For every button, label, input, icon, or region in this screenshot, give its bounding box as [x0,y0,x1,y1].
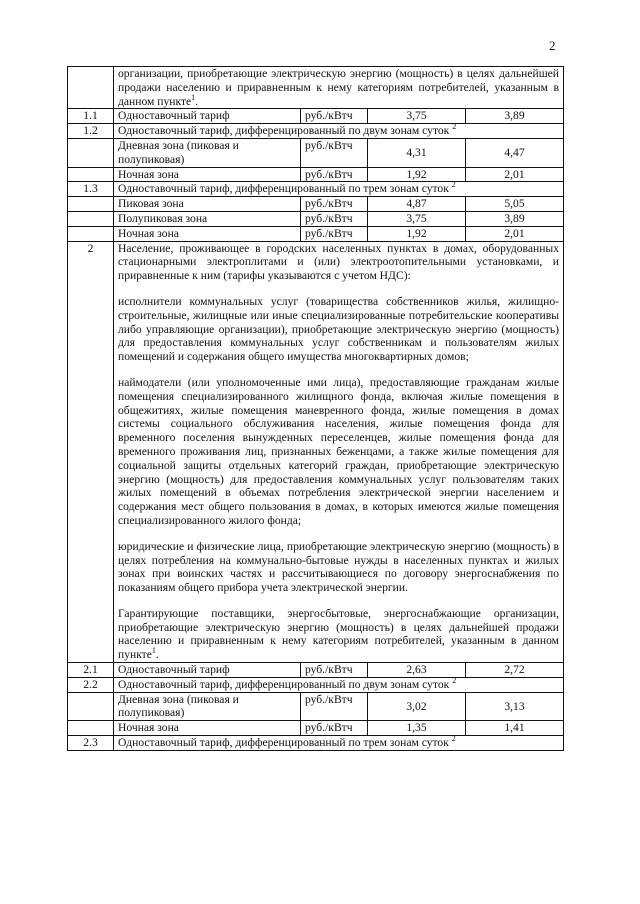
category-paragraph: исполнители коммунальных услуг (товарищества собственников жилья, жилищно-строительные, жилищные или иные специализированные потребительские кооперативы либо управляющие организации), приобретающие электрическую энергию (мощность) для предоставления коммунальных услуг собственникам и пользователям жилых помещений и содержания общего имущества многоквартирных домов; [118,294,559,364]
value-h2: 3,89 [466,109,564,124]
footnote-mark: 2 [451,180,456,190]
row-label: Одноставочный тариф, дифференцированный по трем зонам суток [118,182,449,196]
unit-cell: руб./кВтч [301,226,368,241]
table-row: 2 Население, проживающее в городских населенных пунктах в домах, оборудованных стационарными электроплитами и (или) электроотопительными установками, и приравненные к ним (тарифы указываются с учетом НДС): исполнители коммунальных услуг (товарищества собственников жилья, жилищно-строительные, жилищные или иные специализированные потребительские кооперативы либо управляющие организации), приобретающие электрическую энергию (мощность) для предоставления коммунальных услуг собственникам и пользователям жилых помещений и содержания общего имущества многоквартирных домов; наймодатели (или уполномоченные ими лица), предоставляющие гражданам жилые помещения специализированного жилищного фонда, включая жилые помещения в общежитиях, жилые помещения маневренного фонда, жилые помещения в домах системы социального обслуживания населения, жилые помещения фонда для временного поселения вынужденных переселенцев, жилые помещения фонда для временного проживания лиц, признанных беженцами, а также жилые помещения для социальной защиты отдельных категорий граждан, приобретающие электрическую энергию (мощность) для предоставления коммунальных услуг пользователям таких жилых помещений в объемах потребления электрической энергии населением и содержания мест общего пользования в домах, в которых имеются жилые помещения специализированного жилого фонда; юридические и физические лица, приобретающие электрическую энергию (мощность) в целях потребления на коммунально-бытовые нужды в населенных пунктах и жилых зонах при воинских частях и рассчитывающиеся по договору энергоснабжения по показаниям общего прибора учета электрической энергии. Гарантирующие поставщики, энергосбытовые, энергоснабжающие организации, приобретающие электрическую энергию (мощность) в целях дальнейшей продажи населению и приравненным к нему категориям потребителей, указанным в данном пункте$^1$. [68,241,564,663]
value-h1: 1,35 [368,721,466,736]
table-row [68,109,564,124]
category-paragraph: Население, проживающее в городских населенных пунктах в домах, оборудованных стационарными электроплитами и (или) электроотопительными установками, и приравненные к ним (тарифы указываются с учетом НДС): [118,241,559,283]
value-h1: 4,87 [368,197,466,212]
row-number: 1.1 [68,109,114,124]
row-label: Одноставочный тариф [114,663,301,678]
page-number: 2 [549,38,556,53]
row-label: Одноставочный тариф, дифференцированный по трем зонам суток [118,736,449,750]
category-paragraph: Гарантирующие поставщики, энергосбытовые, энергоснабжающие организации, приобретающие электрическую энергию (мощность) в целях дальнейшей продажи населению и приравненным к нему категориям потребителей, указанным в данном пункте [118,606,559,662]
value-h2: 5,05 [466,197,564,212]
table-row [68,167,564,182]
unit-cell: руб./кВтч [301,663,368,678]
table-row [68,736,564,751]
value-h1: 4,31 [368,138,466,167]
footnote-mark: 1 [151,646,156,656]
row-number: 2.1 [68,663,114,678]
zone-label: Ночная зона [114,167,301,182]
table-row [68,197,564,212]
zone-label: Ночная зона [114,721,301,736]
unit-cell: руб./кВтч [301,138,368,167]
category-paragraph: юридические и физические лица, приобретающие электрическую энергию (мощность) в целях потребления на коммунально-бытовые нужды в населенных пунктах и жилых зонах при воинских частях и рассчитывающиеся по договору энергоснабжения по показаниям общего прибора учета электрической энергии. [118,539,559,595]
table-row [68,677,564,692]
unit-cell: руб./кВтч [301,692,368,721]
value-h1: 1,92 [368,226,466,241]
value-h2: 3,89 [466,211,564,226]
table-row [68,226,564,241]
value-h1: 2,63 [368,663,466,678]
tariff-table [67,66,564,751]
row-number: 2 [68,241,114,663]
value-h2: 2,72 [466,663,564,678]
category-paragraph: наймодатели (или уполномоченные ими лица), предоставляющие гражданам жилые помещения специализированного жилищного фонда, включая жилые помещения в общежитиях, жилые помещения маневренного фонда, жилые помещения в домах системы социального обслуживания населения, жилые помещения фонда для временного поселения вынужденных переселенцев, жилые помещения фонда для временного проживания лиц, признанных беженцами, а также жилые помещения для социальной защиты отдельных категорий граждан, приобретающие электрическую энергию (мощность) для предоставления коммунальных услуг пользователям таких жилых помещений в объемах потребления электрической энергии населением и содержания мест общего пользования в домах, в которых имеются жилые помещения специализированного жилого фонда; [118,375,559,527]
zone-label: Ночная зона [114,226,301,241]
table-row [68,138,564,167]
footnote-mark: 2 [452,676,457,686]
zone-label: Полупиковая зона [114,211,301,226]
zone-label: Дневная зона (пиковая и полупиковая) [114,138,301,167]
table-row [68,124,564,139]
zone-label: Пиковая зона [114,197,301,212]
row-number: 2.3 [68,736,114,751]
row-number: 1.2 [68,124,114,139]
value-h1: 1,92 [368,167,466,182]
unit-cell: руб./кВтч [301,197,368,212]
value-h2: 1,41 [466,721,564,736]
row-label: Одноставочный тариф, дифференцированный по двум зонам суток [118,677,450,691]
footnote-mark: 2 [451,734,456,744]
value-h1: 3,75 [368,211,466,226]
unit-cell: руб./кВтч [301,109,368,124]
table-row [68,182,564,197]
unit-cell: руб./кВтч [301,721,368,736]
row-number: 1.3 [68,182,114,197]
value-h2: 2,01 [466,226,564,241]
value-h1: 3,75 [368,109,466,124]
table-row: организации, приобретающие электрическую энергию (мощность) в целях дальнейшей продажи населению и приравненным к нему категориям потребителей, указанным в данном пункте$^1$. [68,67,564,109]
value-h2: 4,47 [466,138,564,167]
table-row [68,663,564,678]
value-h2: 3,13 [466,692,564,721]
footnote-mark: 1 [191,92,196,102]
table-row [68,721,564,736]
table-row [68,211,564,226]
row-label: Одноставочный тариф, дифференцированный по двум зонам суток [118,124,450,138]
unit-cell: руб./кВтч [301,167,368,182]
row-label: Одноставочный тариф [114,109,301,124]
value-h1: 3,02 [368,692,466,721]
value-h2: 2,01 [466,167,564,182]
zone-label: Дневная зона (пиковая и полупиковая) [114,692,301,721]
table-row [68,692,564,721]
row-number: 2.2 [68,677,114,692]
footnote-mark: 2 [452,122,457,132]
intro-continuation: организации, приобретающие электрическую энергию (мощность) в целях дальнейшей продажи населению и приравненным к нему категориям потребителей, указанным в данном пункте [118,67,559,108]
unit-cell: руб./кВтч [301,211,368,226]
